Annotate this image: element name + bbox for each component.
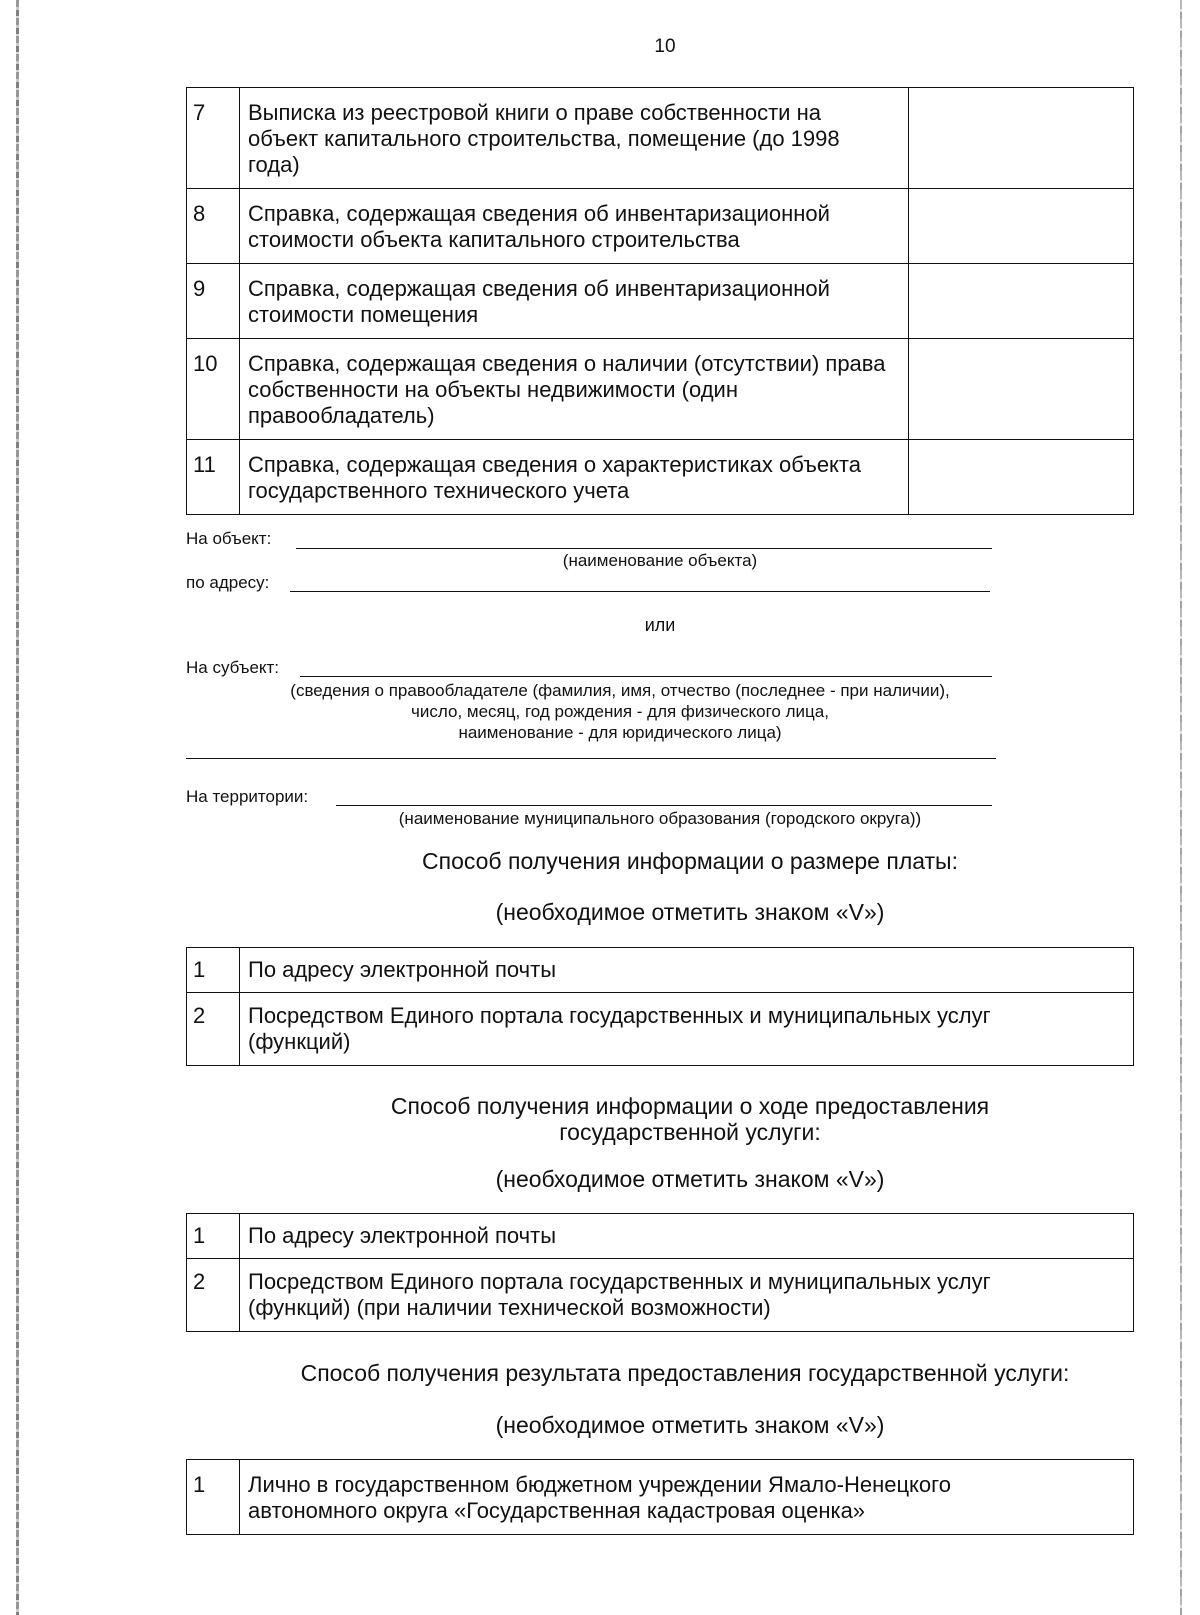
result-section-note: (необходимое отметить знаком «V») bbox=[495, 1412, 885, 1438]
option-number: 1 bbox=[187, 948, 240, 993]
progress-section-heading-line-1: Способ получения информации о ходе предоставления bbox=[390, 1093, 990, 1119]
document-name: Справка, содержащая сведения о наличии (отсутствии) права собственности на объекты недвижимости (один правообладатель) bbox=[240, 339, 909, 440]
fee-options-table bbox=[186, 947, 1134, 1066]
table-row bbox=[187, 339, 1134, 440]
scan-edge-left bbox=[16, 0, 19, 1615]
row-number: 8 bbox=[187, 189, 240, 264]
subject-field-continuation[interactable] bbox=[186, 758, 996, 759]
result-section-heading: Способ получения результата предоставления государственной услуги: bbox=[300, 1360, 1070, 1386]
object-field[interactable] bbox=[296, 548, 992, 549]
row-number: 7 bbox=[187, 88, 240, 189]
document-name: Справка, содержащая сведения о характеристиках объекта государственного технического учета bbox=[240, 440, 909, 515]
table-row bbox=[187, 189, 1134, 264]
address-label: по адресу: bbox=[186, 573, 270, 592]
or-text: или bbox=[644, 615, 676, 635]
option-number: 1 bbox=[187, 1460, 240, 1535]
option-number: 2 bbox=[187, 1259, 240, 1332]
row-number: 10 bbox=[187, 339, 240, 440]
subject-caption-line-3: наименование - для юридического лица) bbox=[458, 723, 782, 742]
subject-label: На субъект: bbox=[186, 658, 280, 677]
territory-label: На территории: bbox=[186, 787, 309, 806]
option-text: Посредством Единого портала государственных и муниципальных услуг (функций) (при наличии технической возможности) bbox=[240, 1259, 1134, 1332]
row-number: 9 bbox=[187, 264, 240, 339]
fee-section-note: (необходимое отметить знаком «V») bbox=[495, 899, 885, 925]
subject-caption-line-1: (сведения о правообладателе (фамилия, имя, отчество (последнее - при наличии), bbox=[290, 681, 950, 700]
option-text: Посредством Единого портала государственных и муниципальных услуг (функций) bbox=[240, 993, 1134, 1066]
subject-caption-line-2: число, месяц, год рождения - для физического лица, bbox=[411, 702, 829, 721]
mark-cell[interactable] bbox=[909, 264, 1134, 339]
object-label: На объект: bbox=[186, 529, 272, 548]
page-number: 10 bbox=[654, 36, 676, 57]
documents-table bbox=[186, 87, 1134, 515]
mark-cell[interactable] bbox=[909, 440, 1134, 515]
table-row[interactable] bbox=[187, 1259, 1134, 1332]
table-row[interactable] bbox=[187, 948, 1134, 993]
address-field[interactable] bbox=[290, 591, 990, 592]
territory-caption: (наименование муниципального образования (городского округа)) bbox=[398, 809, 922, 828]
result-options-table bbox=[186, 1459, 1134, 1535]
subject-field[interactable] bbox=[300, 676, 992, 677]
object-caption: (наименование объекта) bbox=[562, 551, 758, 570]
progress-section-note: (необходимое отметить знаком «V») bbox=[495, 1166, 885, 1192]
option-number: 2 bbox=[187, 993, 240, 1066]
document-name: Справка, содержащая сведения об инвентаризационной стоимости объекта капитального строительства bbox=[240, 189, 909, 264]
row-number: 11 bbox=[187, 440, 240, 515]
territory-field[interactable] bbox=[336, 805, 992, 806]
document-name: Выписка из реестровой книги о праве собственности на объект капитального строительства, помещение (до 1998 года) bbox=[240, 88, 909, 189]
table-row bbox=[187, 88, 1134, 189]
fee-section-heading: Способ получения информации о размере платы: bbox=[422, 848, 958, 874]
mark-cell[interactable] bbox=[909, 339, 1134, 440]
table-row[interactable] bbox=[187, 993, 1134, 1066]
table-row[interactable] bbox=[187, 1460, 1134, 1535]
table-row bbox=[187, 440, 1134, 515]
progress-section-heading-line-2: государственной услуги: bbox=[559, 1119, 821, 1145]
option-text: По адресу электронной почты bbox=[240, 1214, 1134, 1259]
document-name: Справка, содержащая сведения об инвентаризационной стоимости помещения bbox=[240, 264, 909, 339]
option-text: Лично в государственном бюджетном учреждении Ямало-Ненецкого автономного округа «Государственная кадастровая оценка» bbox=[240, 1460, 1134, 1535]
table-row bbox=[187, 264, 1134, 339]
progress-options-table bbox=[186, 1213, 1134, 1332]
table-row[interactable] bbox=[187, 1214, 1134, 1259]
option-number: 1 bbox=[187, 1214, 240, 1259]
mark-cell[interactable] bbox=[909, 88, 1134, 189]
option-text: По адресу электронной почты bbox=[240, 948, 1134, 993]
mark-cell[interactable] bbox=[909, 189, 1134, 264]
